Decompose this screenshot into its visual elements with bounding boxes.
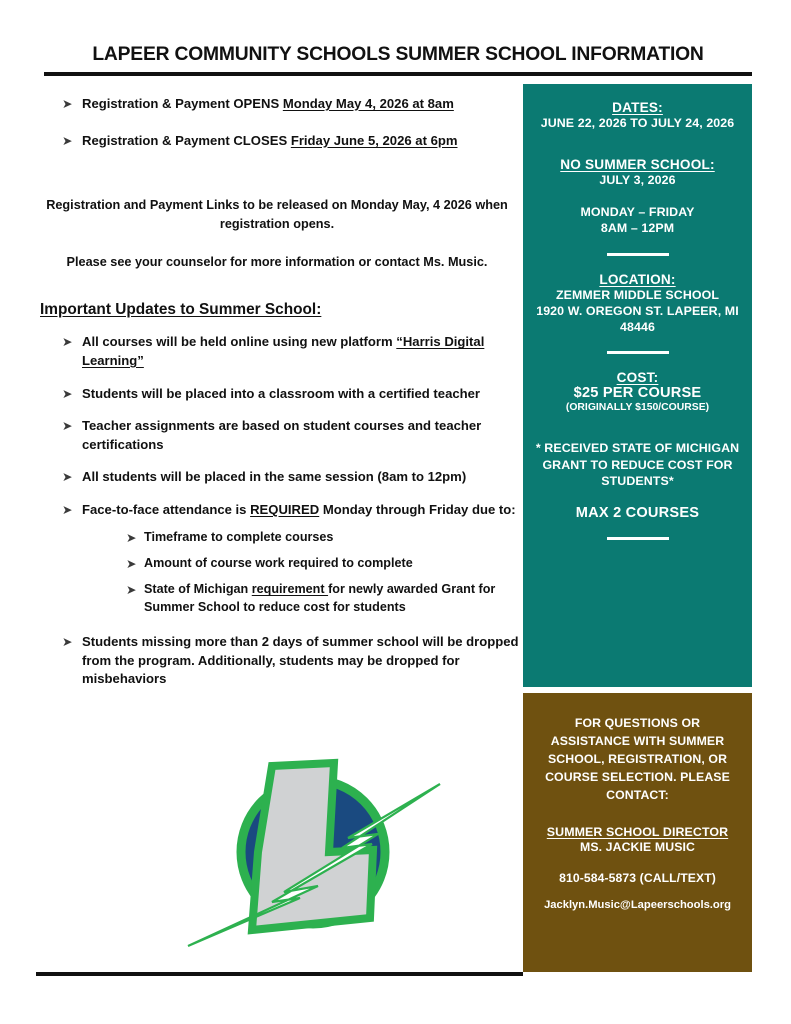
location-name: ZEMMER MIDDLE SCHOOL <box>555 287 720 302</box>
section-divider <box>607 351 669 354</box>
location-address: 1920 W. OREGON ST. LAPEER, MI 48446 <box>536 303 739 334</box>
list-item <box>34 333 520 370</box>
lapeer-lightning-l-logo <box>176 752 466 964</box>
list-item <box>34 529 520 547</box>
contact-role-heading: SUMMER SCHOOL DIRECTOR <box>546 824 729 839</box>
list-item-label: Students will be placed into a classroom with a certified teacher <box>82 385 481 401</box>
grant-note: * RECEIVED STATE OF MICHIGAN GRANT TO REDUCE COST FOR STUDENTS* <box>535 441 740 488</box>
hours-line: 8AM – 12PM <box>600 221 675 236</box>
footer-divider <box>36 972 523 976</box>
list-item <box>34 385 520 404</box>
list-item-label: Face-to-face attendance is REQUIRED Monday through Friday due to: <box>82 501 516 517</box>
list-item <box>34 468 520 487</box>
arrow-bullet-icon: ➤ <box>126 556 137 572</box>
arrow-bullet-icon: ➤ <box>62 469 73 485</box>
counselor-note: Please see your counselor for more information or contact Ms. Music. <box>66 254 488 269</box>
arrow-bullet-icon: ➤ <box>62 418 73 434</box>
location-heading: LOCATION: <box>599 271 676 287</box>
list-item <box>34 417 520 454</box>
page-title: LAPEER COMMUNITY SCHOOLS SUMMER SCHOOL INFORMATION <box>92 44 704 65</box>
spacer <box>535 414 740 440</box>
dates-value: JUNE 22, 2026 TO JULY 24, 2026 <box>540 116 735 130</box>
release-note: Registration and Payment Links to be released on Monday May, 4 2026 when registration opens. <box>46 198 508 231</box>
list-item <box>34 581 520 617</box>
dates-heading: DATES: <box>612 100 663 115</box>
cost-original: (ORIGINALLY $150/COURSE) <box>565 401 710 413</box>
arrow-bullet-icon: ➤ <box>126 582 137 598</box>
spacer <box>34 164 520 196</box>
list-item <box>34 555 520 573</box>
spacer <box>535 805 740 825</box>
contact-sidebar-panel <box>523 693 752 972</box>
spacer <box>535 857 740 871</box>
contact-email: Jacklyn.Music@Lapeerschools.org <box>544 898 731 911</box>
cost-value: $25 PER COURSE <box>573 384 702 401</box>
spacer <box>535 885 740 899</box>
contact-person-name: MS. JACKIE MUSIC <box>579 839 696 854</box>
spacer <box>535 131 740 157</box>
arrow-bullet-icon: ➤ <box>62 334 73 350</box>
title-divider <box>44 72 752 76</box>
list-item <box>34 132 520 151</box>
contact-intro: FOR QUESTIONS OR ASSISTANCE WITH SUMMER SCHOOL, REGISTRATION, OR COURSE SELECTION. PLEASE CONTACT: <box>545 716 730 802</box>
list-item <box>34 95 520 114</box>
info-sidebar-panel <box>523 84 752 687</box>
arrow-bullet-icon: ➤ <box>62 385 73 401</box>
logo-svg <box>176 752 466 964</box>
list-item-label: Students missing more than 2 days of summer school will be dropped from the program. Additionally, students may be dropped for misbehaviors <box>82 633 519 687</box>
list-item-label: Registration & Payment OPENS Monday May 4, 2026 at 8am <box>82 96 454 111</box>
arrow-bullet-icon: ➤ <box>126 530 137 546</box>
spacer <box>34 271 520 301</box>
list-item-label: Amount of course work required to complete <box>144 556 413 571</box>
list-item-label: Timeframe to complete courses <box>144 530 334 545</box>
arrow-bullet-icon: ➤ <box>62 132 73 148</box>
list-item <box>34 633 520 689</box>
cost-heading: COST: <box>616 369 659 385</box>
list-item <box>34 501 520 520</box>
spacer <box>34 233 520 253</box>
arrow-bullet-icon: ➤ <box>62 96 73 111</box>
no-school-value: JULY 3, 2026 <box>599 173 676 188</box>
no-school-heading: NO SUMMER SCHOOL: <box>560 157 715 173</box>
list-item-label: All students will be placed in the same session (8am to 12pm) <box>82 469 467 485</box>
arrow-bullet-icon: ➤ <box>62 501 73 517</box>
spacer <box>535 188 740 204</box>
title-block <box>44 44 752 76</box>
list-item-label: Teacher assignments are based on student courses and teacher certifications <box>82 418 482 452</box>
list-item-label: State of Michigan requirement for newly awarded Grant for Summer School to reduce cost for students <box>144 582 496 615</box>
spacer <box>535 489 740 505</box>
list-item-label: Registration & Payment CLOSES Friday June 5, 2026 at 6pm <box>82 132 458 148</box>
section-divider <box>607 253 669 256</box>
arrow-bullet-icon: ➤ <box>62 633 73 649</box>
max-courses: MAX 2 COURSES <box>575 504 700 521</box>
section-heading: Important Updates to Summer School: <box>40 301 322 319</box>
days-line: MONDAY – FRIDAY <box>580 205 695 220</box>
contact-phone: 810-584-5873 (CALL/TEXT) <box>559 870 716 885</box>
list-item-label: All courses will be held online using new platform “Harris Digital Learning” <box>82 334 485 368</box>
section-divider <box>607 537 669 540</box>
